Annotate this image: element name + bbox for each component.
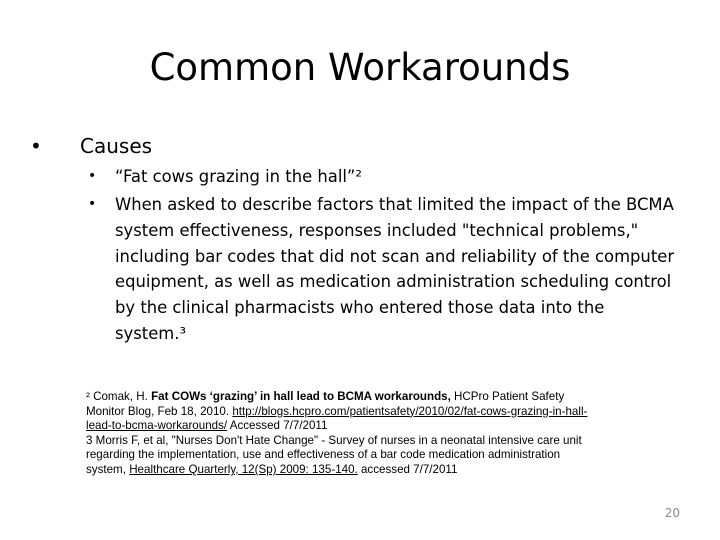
references [86, 390, 646, 478]
sub-bullet-text: “Fat cows grazing in the hall”² [115, 167, 362, 186]
ref2-accessed: Accessed 7/7/2011 [227, 419, 328, 433]
ref3-line1: 3 Morris F, et al, "Nurses Don't Hate Change" - Survey of nurses in a neonatal intensive care unit [86, 433, 582, 447]
ref2-line1 [86, 390, 646, 405]
ref2-marker: ² [86, 390, 90, 403]
ref3-line2: regarding the implementation, use and effectiveness of a bar code medication administration [86, 448, 561, 462]
ref2-title: Fat COWs ‘grazing’ in hall lead to BCMA workarounds, [147, 390, 451, 403]
ref2-line2 [86, 405, 646, 420]
slide-title: Common Workarounds [149, 46, 571, 89]
ref3-journal-link[interactable]: Healthcare Quarterly, 12(Sp) 2009: 135-140. [129, 462, 358, 476]
ref2-author: Comak, H. [89, 390, 148, 403]
bullet-icon: • [30, 134, 42, 158]
ref3-accessed: accessed 7/7/2011 [357, 462, 458, 476]
ref2-link[interactable]: http://blogs.hcpro.com/patientsafety/2010/02/fat-cows-grazing-in-hall- [232, 404, 588, 418]
ref3-line3 [86, 463, 646, 478]
bullet-text: Causes [80, 134, 153, 158]
ref2-source-cont: Monitor Blog, Feb 18, 2010. [86, 404, 230, 418]
bullet-icon: • [88, 168, 97, 184]
bullet-icon: • [88, 196, 97, 212]
sub-bullet-text: When asked to describe factors that limited the impact of the BCMA system effectiveness, responses included "technical problems," including bar codes that did not scan and reliability of the computer equipment, as well as medication administration scheduling control by the clinical pharmacists who entered those data into the system.³ [115, 195, 675, 343]
ref2-line3 [86, 419, 646, 434]
ref2-link-cont[interactable]: lead-to-bcma-workarounds/ [86, 419, 228, 433]
ref3-prefix: system, [86, 462, 126, 476]
page-number: 20 [664, 506, 680, 520]
ref2-source: HCPro Patient Safety [450, 390, 565, 403]
